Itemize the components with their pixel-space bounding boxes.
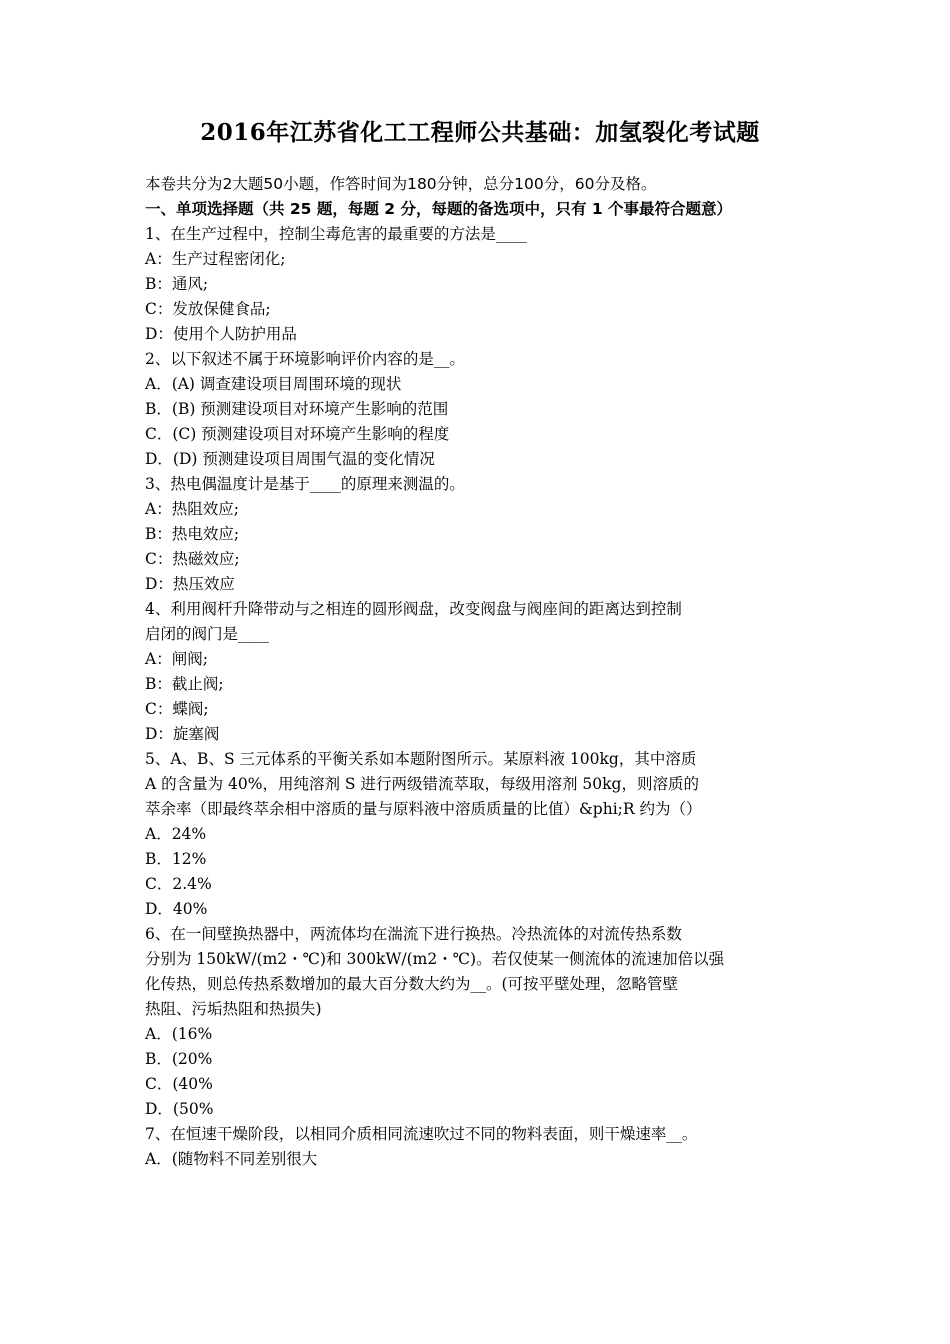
question-stem-line: 4、利用阀杆升降带动与之相连的圆形阀盘，改变阀盘与阀座间的距离达到控制 — [145, 600, 682, 618]
question-stem-line: 化传热，则总传热系数增加的最大百分数大约为__。(可按平壁处理，忽略管壁 — [145, 975, 679, 993]
answer-option: C：发放保健食品; — [145, 300, 271, 318]
answer-option: C：热磁效应; — [145, 550, 240, 568]
question-item — [145, 1122, 815, 1172]
question-list — [145, 222, 815, 1172]
section-heading: 一、单项选择题（共 25 题，每题 2 分，每题的备选项中，只有 1 个事最符合题意） — [145, 200, 733, 218]
question-stem-line: 5、A、B、S 三元体系的平衡关系如本题附图所示。某原料液 100kg，其中溶质 — [145, 750, 697, 768]
question-stem-line: 2、以下叙述不属于环境影响评价内容的是__。 — [145, 350, 465, 368]
answer-option: A．24% — [145, 825, 207, 843]
question-stem-line: 分别为 150kW/(m2・℃)和 300kW/(m2・℃)。若仅使某一侧流体的流速加倍以强 — [145, 950, 725, 968]
answer-option: A：热阻效应; — [145, 500, 239, 518]
answer-option: C．(40% — [145, 1075, 213, 1093]
answer-option: D：旋塞阀 — [145, 725, 220, 743]
answer-option: B：热电效应; — [145, 525, 240, 543]
question-stem-line: 3、热电偶温度计是基于____的原理来测温的。 — [145, 475, 465, 493]
answer-option: A．(随物料不同差别很大 — [145, 1150, 318, 1168]
answer-option: B：截止阀; — [145, 675, 224, 693]
document-page — [145, 118, 815, 1172]
question-item — [145, 922, 815, 1122]
answer-option: C．2.4% — [145, 875, 212, 893]
answer-option: B．(20% — [145, 1050, 213, 1068]
question-item — [145, 222, 815, 347]
answer-option: D．(D) 预测建设项目周围气温的变化情况 — [145, 450, 435, 468]
answer-option: A．(A) 调查建设项目周围环境的现状 — [145, 375, 402, 393]
answer-option: A：闸阀; — [145, 650, 208, 668]
question-stem-line: 萃余率（即最终萃余相中溶质的量与原料液中溶质质量的比值）&phi;R 约为（） — [145, 800, 702, 818]
answer-option: C．(C) 预测建设项目对环境产生影响的程度 — [145, 425, 450, 443]
question-stem-line: A 的含量为 40%，用纯溶剂 S 进行两级错流萃取，每级用溶剂 50kg，则溶质的 — [145, 775, 699, 793]
answer-option: B．12% — [145, 850, 207, 868]
question-item — [145, 347, 815, 472]
question-item — [145, 747, 815, 922]
document-title: 2016年江苏省化工工程师公共基础：加氢裂化考试题 — [200, 119, 760, 146]
answer-option: D．(50% — [145, 1100, 214, 1118]
exam-intro: 本卷共分为2大题50小题，作答时间为180分钟，总分100分，60分及格。 — [145, 175, 657, 193]
question-stem-line: 热阻、污垢热阻和热损失) — [145, 1000, 322, 1018]
answer-option: A．(16% — [145, 1025, 213, 1043]
answer-option: B．(B) 预测建设项目对环境产生影响的范围 — [145, 400, 449, 418]
answer-option: B：通风; — [145, 275, 209, 293]
answer-option: D．40% — [145, 900, 208, 918]
question-stem-line: 6、在一间壁换热器中，两流体均在湍流下进行换热。冷热流体的对流传热系数 — [145, 925, 682, 943]
question-stem-line: 启闭的阀门是____ — [145, 625, 270, 643]
question-item — [145, 597, 815, 747]
answer-option: D：使用个人防护用品 — [145, 325, 297, 343]
question-stem-line: 7、在恒速干燥阶段，以相同介质相同流速吹过不同的物料表面，则干燥速率__。 — [145, 1125, 698, 1143]
question-item — [145, 472, 815, 597]
answer-option: A：生产过程密闭化; — [145, 250, 286, 268]
answer-option: D：热压效应 — [145, 575, 235, 593]
question-stem-line: 1、在生产过程中，控制尘毒危害的最重要的方法是____ — [145, 225, 527, 243]
answer-option: C：蝶阀; — [145, 700, 209, 718]
